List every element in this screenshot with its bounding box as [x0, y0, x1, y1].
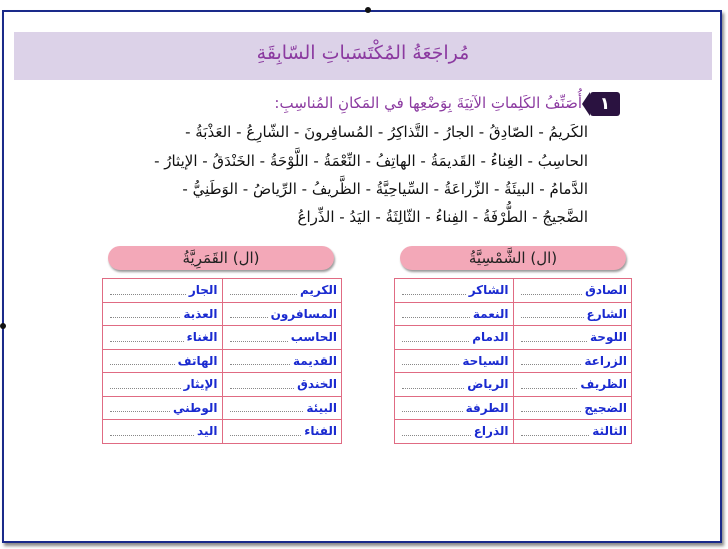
table-row — [103, 279, 342, 303]
answer-cell-left[interactable] — [103, 396, 223, 420]
answer-cell-right[interactable] — [513, 302, 632, 326]
question-instruction: أُصَنِّفُ الكَلِماتِ الآتِيَةَ بِوَضْعِها في المَكانِ المُناسِبِ: — [274, 94, 582, 112]
question-number: ١ — [590, 92, 620, 116]
answer-cell-left[interactable] — [103, 373, 223, 397]
answer-cell-left[interactable] — [395, 302, 514, 326]
answer-cell-left[interactable] — [103, 420, 223, 444]
qamariya-table — [102, 278, 342, 444]
answer-cell-left[interactable] — [395, 373, 514, 397]
table-row — [395, 279, 632, 303]
answer-cell-left[interactable] — [103, 302, 223, 326]
answer-word: اليد — [197, 424, 218, 439]
answer-word: الهاتف — [177, 353, 218, 368]
word-list-line-4: الضَّجيجُ - الطُّرْفَةُ - الفِناءُ - الثّالِثَةُ - اليَدُ - الذِّراعُ — [297, 208, 588, 226]
word-list-line-2: الحاسِبُ - الغِناءُ - القَديمَةُ - الهاتِفُ - النِّعْمَةُ - اللَّوْحَةُ - الخَنْدَقُ - الإيثارُ - — [154, 152, 588, 170]
answer-word: الغناء — [186, 330, 218, 345]
resize-handle-top[interactable] — [365, 7, 371, 13]
answer-word: الضجيج — [584, 400, 627, 415]
answer-cell-right[interactable] — [222, 279, 342, 303]
table-row — [395, 302, 632, 326]
answer-cell-left[interactable] — [103, 279, 223, 303]
resize-handle-left[interactable] — [0, 323, 6, 329]
table-row — [395, 326, 632, 350]
table-row — [103, 302, 342, 326]
answer-word: الزراعة — [584, 353, 627, 368]
dotted-line — [521, 309, 584, 318]
answer-word: الحاسب — [290, 330, 337, 345]
answer-cell-left[interactable] — [103, 326, 223, 350]
dotted-line — [230, 403, 304, 412]
dotted-line — [110, 427, 194, 436]
answer-word: الإيثار — [183, 377, 218, 392]
answer-word: الرياض — [467, 377, 509, 392]
dotted-line — [521, 427, 590, 436]
dotted-line — [110, 356, 175, 365]
dotted-line — [110, 309, 180, 318]
dotted-line — [402, 309, 470, 318]
answer-word: اللوحة — [590, 330, 627, 345]
answer-word: العذبة — [183, 306, 218, 321]
answer-word: الذراع — [473, 424, 509, 439]
table-row — [103, 420, 342, 444]
answer-word: الفناء — [304, 424, 337, 439]
answer-cell-left[interactable] — [395, 349, 514, 373]
answer-cell-right[interactable] — [222, 302, 342, 326]
answer-cell-left[interactable] — [395, 279, 514, 303]
dotted-line — [402, 403, 463, 412]
section-title: مُراجَعَةُ المُكْتَسَباتِ السّابِقَةِ — [256, 42, 470, 64]
dotted-line — [402, 427, 471, 436]
answer-word: الشاكر — [468, 283, 509, 298]
word-list-line-3: الدَّمامُ - البيئَةُ - الزِّراعَةُ - السِّياحِيَّةُ - الظَّريفُ - الرِّياضُ - الوَطَنِيُّ - — [182, 180, 588, 198]
shamsiya-header: (ال) الشَّمْسِيَّةُ — [400, 246, 626, 270]
answer-cell-right[interactable] — [222, 420, 342, 444]
dotted-line — [521, 403, 582, 412]
answer-word: الكريم — [300, 283, 337, 298]
dotted-line — [230, 333, 288, 342]
dotted-line — [110, 403, 170, 412]
page-frame — [2, 10, 722, 543]
answer-word: الثالثة — [592, 424, 627, 439]
answer-word: الطرفة — [465, 400, 509, 415]
dotted-line — [110, 380, 181, 389]
answer-cell-right[interactable] — [513, 326, 632, 350]
answer-cell-right[interactable] — [513, 420, 632, 444]
answer-cell-right[interactable] — [222, 396, 342, 420]
answer-word: النعمة — [472, 306, 509, 321]
qamariya-header: (ال) القَمَرِيَّةُ — [108, 246, 334, 270]
dotted-line — [521, 380, 578, 389]
dotted-line — [402, 286, 466, 295]
answer-word: السياحة — [462, 353, 509, 368]
shamsiya-table — [394, 278, 632, 444]
answer-cell-right[interactable] — [513, 279, 632, 303]
answer-word: الخندق — [297, 377, 337, 392]
word-list-line-1: الكَريمُ - الصّادِقُ - الجارُ - التَّذاكِرُ - المُسافِرونَ - الشّارِعُ - العَذْبَةُ - — [185, 123, 588, 141]
dotted-line — [402, 380, 464, 389]
dotted-line — [230, 309, 268, 318]
answer-cell-left[interactable] — [103, 349, 223, 373]
answer-word: الظريف — [580, 377, 627, 392]
answer-cell-right[interactable] — [222, 349, 342, 373]
answer-cell-left[interactable] — [395, 420, 514, 444]
answer-cell-right[interactable] — [513, 349, 632, 373]
section-banner — [14, 32, 712, 80]
answer-word: القديمة — [292, 353, 337, 368]
dotted-line — [230, 356, 290, 365]
table-row — [395, 349, 632, 373]
table-row — [395, 373, 632, 397]
answer-word: الصادق — [585, 283, 627, 298]
dotted-line — [110, 333, 184, 342]
dotted-line — [521, 333, 588, 342]
answer-word: الوطني — [173, 400, 218, 415]
dotted-line — [110, 286, 186, 295]
answer-word: الدمام — [472, 330, 509, 345]
dotted-line — [521, 356, 582, 365]
answer-cell-left[interactable] — [395, 326, 514, 350]
answer-word: الجار — [188, 283, 218, 298]
table-row — [103, 326, 342, 350]
dotted-line — [402, 333, 469, 342]
answer-cell-right[interactable] — [222, 326, 342, 350]
answer-cell-right[interactable] — [513, 373, 632, 397]
table-row — [103, 373, 342, 397]
answer-word: المسافرون — [270, 306, 337, 321]
table-row — [395, 396, 632, 420]
answer-word: الشارع — [586, 306, 627, 321]
answer-cell-right[interactable] — [222, 373, 342, 397]
table-row — [103, 396, 342, 420]
answer-word: البيئة — [306, 400, 337, 415]
answer-cell-left[interactable] — [395, 396, 514, 420]
dotted-line — [230, 427, 302, 436]
dotted-line — [402, 356, 459, 365]
dotted-line — [521, 286, 583, 295]
dotted-line — [230, 286, 298, 295]
table-row — [395, 420, 632, 444]
answer-cell-right[interactable] — [513, 396, 632, 420]
dotted-line — [230, 380, 295, 389]
table-row — [103, 349, 342, 373]
